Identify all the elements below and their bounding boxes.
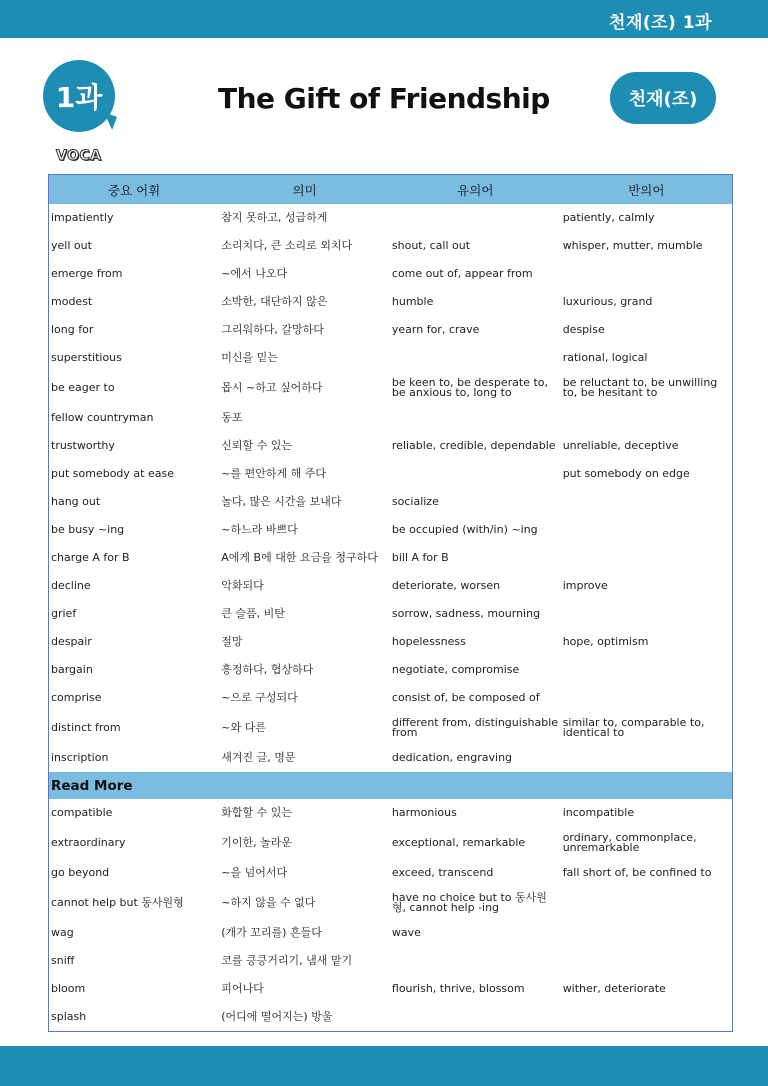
- synonym-cell: negotiate, compromise: [391, 663, 520, 676]
- table-row: [49, 372, 733, 404]
- table-row: [49, 975, 733, 1003]
- table-row: [49, 684, 733, 712]
- antonym-cell: put somebody on edge: [562, 467, 690, 480]
- word-cell: go beyond: [51, 866, 110, 879]
- table-row: [49, 744, 733, 772]
- table-row: [49, 827, 733, 859]
- meaning-cell: (개가 꼬리를) 흔들다: [221, 926, 322, 939]
- antonym-cell: luxurious, grand: [562, 295, 653, 308]
- synonym-cell: hopelessness: [391, 635, 466, 648]
- antonym-cell: [561, 919, 733, 947]
- table-row: [49, 204, 733, 232]
- table-row: [49, 288, 733, 316]
- meaning-cell: ~와 다른: [221, 721, 266, 734]
- meaning-cell: 소리치다, 큰 소리로 외치다: [221, 239, 353, 252]
- meaning-cell: ~에서 나오다: [221, 267, 288, 280]
- vocabulary-table: [48, 174, 733, 1032]
- publisher-lesson-tag: 천재(조) 1과: [609, 13, 712, 33]
- meaning-cell: 절망: [221, 635, 243, 648]
- synonym-cell: have no choice but to 동사원형, cannot help -ing: [391, 891, 547, 914]
- antonym-cell: unreliable, deceptive: [562, 439, 679, 452]
- bottom-banner: [0, 1046, 768, 1086]
- column-header-synonyms: 유의어: [390, 175, 561, 205]
- meaning-cell: 기이한, 놀라운: [221, 836, 293, 849]
- meaning-cell: 화합할 수 있는: [221, 806, 293, 819]
- top-banner: [0, 0, 768, 38]
- table-header-row: [49, 175, 733, 205]
- meaning-cell: ~을 넘어서다: [221, 866, 288, 879]
- word-cell: fellow countryman: [51, 411, 154, 424]
- antonym-cell: [561, 744, 733, 772]
- word-cell: extraordinary: [51, 836, 126, 849]
- page-title: The Gift of Friendship: [218, 82, 550, 115]
- antonym-cell: [561, 260, 733, 288]
- synonym-cell: exceed, transcend: [391, 866, 494, 879]
- antonym-cell: whisper, mutter, mumble: [562, 239, 703, 252]
- synonym-cell: [390, 1003, 561, 1031]
- antonym-cell: [561, 488, 733, 516]
- table-row: [49, 544, 733, 572]
- meaning-cell: 악화되다: [221, 579, 264, 592]
- word-cell: long for: [51, 323, 94, 336]
- synonym-cell: [390, 404, 561, 432]
- synonym-cell: deteriorate, worsen: [391, 579, 501, 592]
- meaning-cell: 몹시 ~하고 싶어하다: [221, 381, 323, 394]
- table-row: [49, 712, 733, 744]
- table-row: [49, 316, 733, 344]
- antonym-cell: rational, logical: [562, 351, 648, 364]
- antonym-cell: patiently, calmly: [562, 211, 655, 224]
- table-row: [49, 488, 733, 516]
- antonym-cell: [561, 947, 733, 975]
- meaning-cell: ~를 편안하게 해 주다: [221, 467, 326, 480]
- antonym-cell: improve: [562, 579, 608, 592]
- word-cell: put somebody at ease: [51, 467, 174, 480]
- meaning-cell: 미신을 믿는: [221, 351, 278, 364]
- table-row: [49, 859, 733, 887]
- word-cell: inscription: [51, 751, 109, 764]
- synonym-cell: shout, call out: [391, 239, 471, 252]
- word-cell: despair: [51, 635, 92, 648]
- word-cell: trustworthy: [51, 439, 115, 452]
- table-row: [49, 460, 733, 488]
- synonym-cell: humble: [391, 295, 434, 308]
- table-row: [49, 572, 733, 600]
- synonym-cell: different from, distinguishable from: [391, 716, 559, 739]
- publisher-badge: 천재(조): [610, 72, 716, 124]
- synonym-cell: come out of, appear from: [391, 267, 533, 280]
- synonym-cell: sorrow, sadness, mourning: [391, 607, 541, 620]
- word-cell: sniff: [51, 954, 75, 967]
- word-cell: compatible: [51, 806, 113, 819]
- synonym-cell: reliable, credible, dependable: [391, 439, 556, 452]
- synonym-cell: socialize: [391, 495, 439, 508]
- word-cell: grief: [51, 607, 77, 620]
- synonym-cell: yearn for, crave: [391, 323, 480, 336]
- antonym-cell: similar to, comparable to, identical to: [562, 716, 705, 739]
- antonym-cell: ordinary, commonplace, unremarkable: [562, 831, 697, 854]
- word-cell: cannot help but 동사원형: [51, 896, 184, 909]
- table-row: [49, 432, 733, 460]
- word-cell: wag: [51, 926, 74, 939]
- antonym-cell: [561, 684, 733, 712]
- antonym-cell: [561, 404, 733, 432]
- table-row: [49, 344, 733, 372]
- meaning-cell: 참지 못하고, 성급하게: [221, 211, 328, 224]
- meaning-cell: ~하느라 바쁘다: [221, 523, 298, 536]
- synonym-cell: [390, 947, 561, 975]
- table-row: [49, 656, 733, 684]
- table-row: [49, 1003, 733, 1031]
- table-row: [49, 600, 733, 628]
- table-row: [49, 799, 733, 827]
- column-header-antonyms: 반의어: [561, 175, 733, 205]
- vocab-rows: [49, 204, 733, 772]
- word-cell: emerge from: [51, 267, 123, 280]
- word-cell: distinct from: [51, 721, 121, 734]
- antonym-cell: [561, 544, 733, 572]
- table-row: [49, 260, 733, 288]
- synonym-cell: consist of, be composed of: [391, 691, 540, 704]
- column-header-word: 중요 어휘: [49, 175, 220, 205]
- synonym-cell: [390, 344, 561, 372]
- meaning-cell: 코를 킁킁거리기, 냄새 맡기: [221, 954, 353, 967]
- table-row: [49, 232, 733, 260]
- antonym-cell: [561, 600, 733, 628]
- table-row: [49, 404, 733, 432]
- meaning-cell: 놀다, 많은 시간을 보내다: [221, 495, 342, 508]
- antonym-cell: be reluctant to, be unwilling to, be hesitant to: [562, 376, 718, 399]
- word-cell: bloom: [51, 982, 86, 995]
- word-cell: splash: [51, 1009, 87, 1023]
- table-row: [49, 628, 733, 656]
- section-row: [49, 772, 733, 799]
- word-cell: bargain: [51, 663, 93, 676]
- antonym-cell: despise: [562, 323, 605, 336]
- meaning-cell: 피어나다: [221, 982, 264, 995]
- synonym-cell: flourish, thrive, blossom: [391, 982, 525, 995]
- meaning-cell: ~으로 구성되다: [221, 691, 298, 704]
- meaning-cell: A에게 B에 대한 요금을 청구하다: [221, 551, 378, 564]
- word-cell: be busy ~ing: [51, 523, 125, 536]
- table-row: [49, 919, 733, 947]
- meaning-cell: 동포: [221, 411, 243, 424]
- word-cell: hang out: [51, 495, 101, 508]
- synonym-cell: [390, 204, 561, 232]
- antonym-cell: [561, 516, 733, 544]
- synonym-cell: harmonious: [391, 806, 457, 819]
- word-cell: modest: [51, 295, 93, 308]
- antonym-cell: [561, 656, 733, 684]
- word-cell: superstitious: [51, 351, 122, 364]
- section-title-read-more: Read More: [49, 772, 733, 799]
- meaning-cell: 새겨진 글, 명문: [221, 751, 296, 764]
- word-cell: be eager to: [51, 381, 115, 394]
- meaning-cell: 큰 슬픔, 비탄: [221, 607, 285, 620]
- antonym-cell: hope, optimism: [562, 635, 649, 648]
- word-cell: yell out: [51, 239, 92, 252]
- column-header-meaning: 의미: [219, 175, 390, 205]
- meaning-cell: ~하지 않을 수 없다: [221, 896, 316, 909]
- read-more-rows: [49, 799, 733, 1031]
- section-label: VOCA: [56, 148, 102, 164]
- antonym-cell: [561, 887, 733, 919]
- word-cell: decline: [51, 579, 91, 592]
- synonym-cell: be keen to, be desperate to, be anxious to, long to: [391, 376, 549, 399]
- synonym-cell: dedication, engraving: [391, 751, 513, 764]
- synonym-cell: be occupied (with/in) ~ing: [391, 523, 538, 536]
- synonym-cell: wave: [391, 926, 421, 939]
- meaning-cell: (어디에 떨어지는) 방울: [221, 1009, 333, 1023]
- lesson-number-badge: 1과: [43, 60, 115, 132]
- antonym-cell: incompatible: [562, 806, 635, 819]
- antonym-cell: wither, deteriorate: [562, 982, 666, 995]
- word-cell: charge A for B: [51, 551, 130, 564]
- meaning-cell: 흥정하다, 협상하다: [221, 663, 314, 676]
- synonym-cell: exceptional, remarkable: [391, 836, 526, 849]
- table-row: [49, 947, 733, 975]
- synonym-cell: [390, 460, 561, 488]
- antonym-cell: fall short of, be confined to: [562, 866, 712, 879]
- meaning-cell: 소박한, 대단하지 않은: [221, 295, 328, 308]
- table-row: [49, 887, 733, 919]
- antonym-cell: [561, 1003, 733, 1031]
- word-cell: comprise: [51, 691, 102, 704]
- synonym-cell: bill A for B: [391, 551, 449, 564]
- word-cell: impatiently: [51, 211, 114, 224]
- table-row: [49, 516, 733, 544]
- meaning-cell: 그리워하다, 갈망하다: [221, 323, 324, 336]
- meaning-cell: 신뢰할 수 있는: [221, 439, 293, 452]
